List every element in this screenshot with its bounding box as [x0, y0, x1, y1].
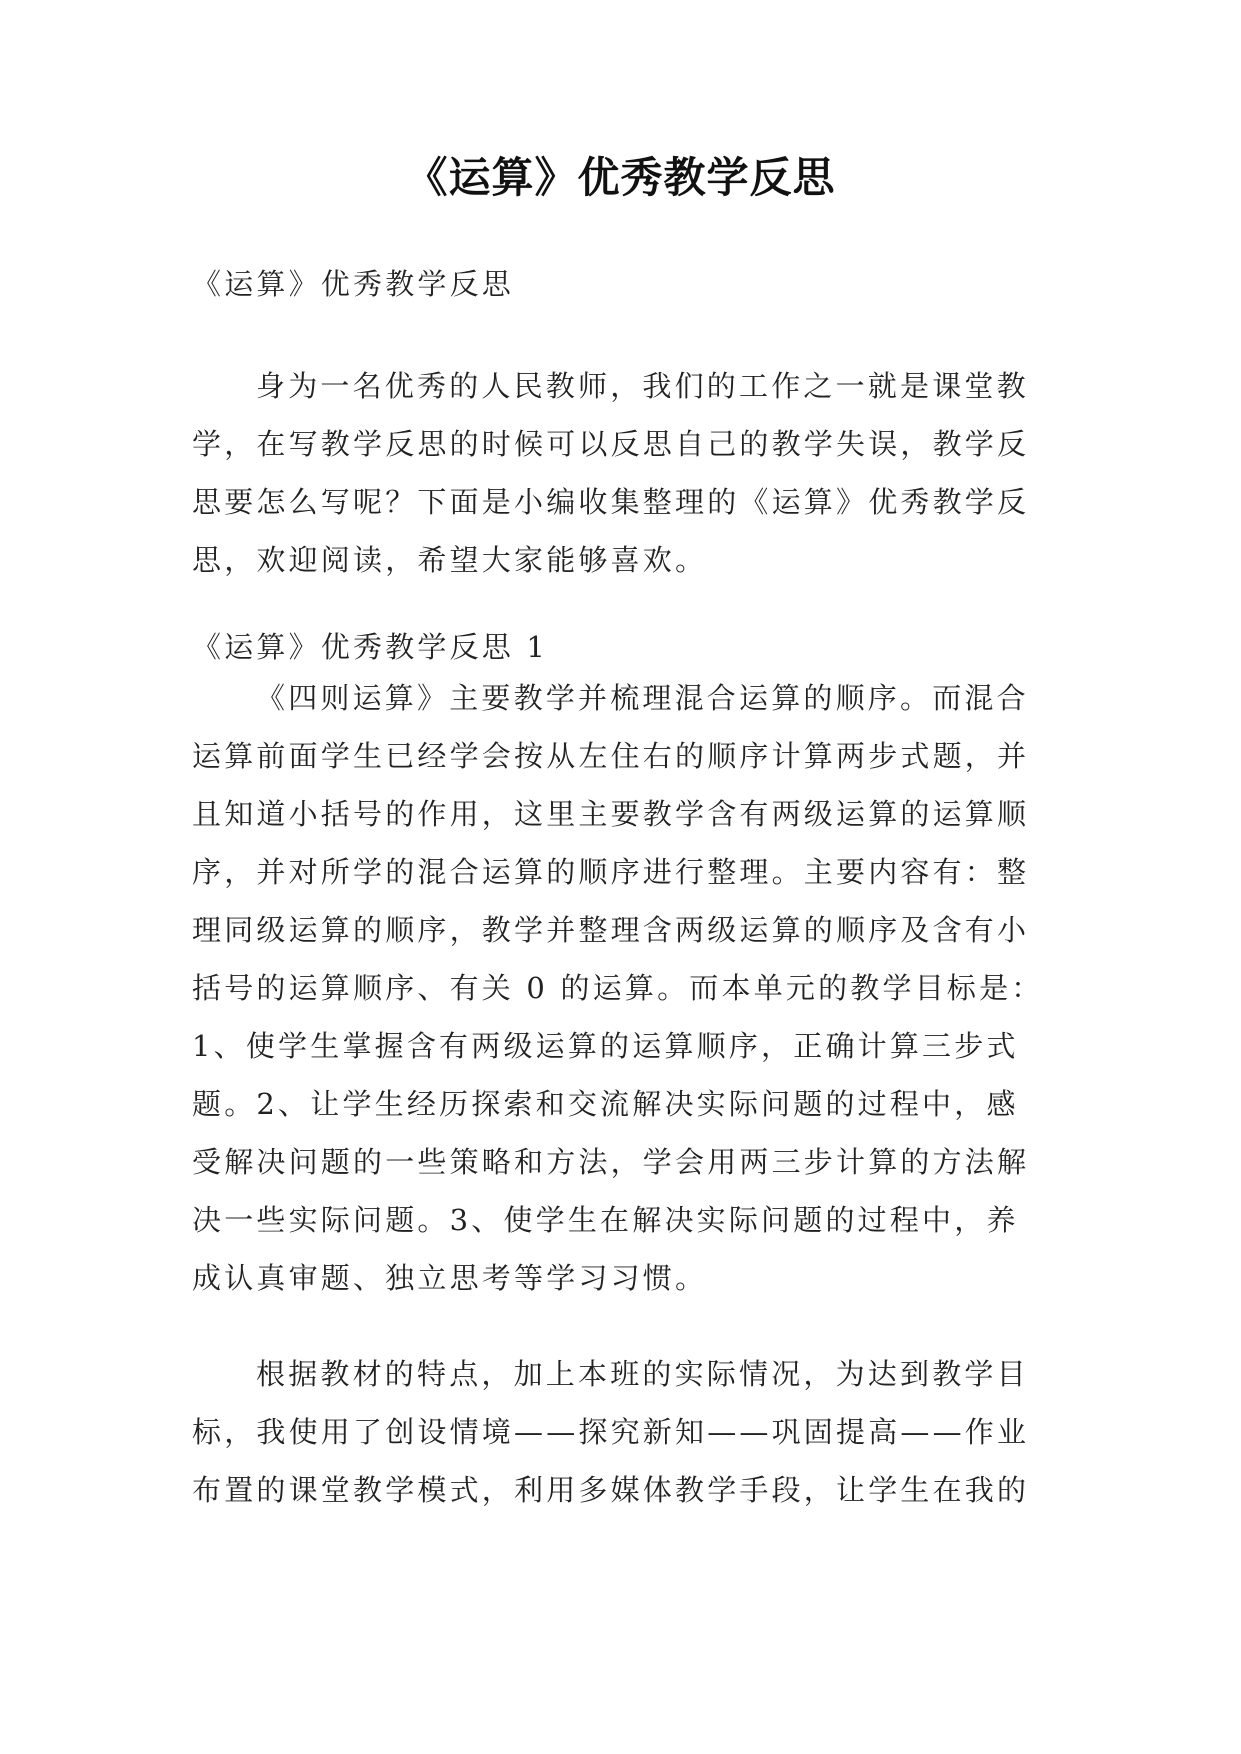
document-subtitle: 《运算》优秀教学反思 [192, 267, 515, 301]
paragraph-line: 决一些实际问题。3、使学生在解决实际问题的过程中，养 [192, 1203, 1019, 1237]
document-title: 《运算》优秀教学反思 [405, 153, 836, 202]
paragraph-line: 成认真审题、独立思考等学习习惯。 [192, 1261, 708, 1295]
paragraph-line: 1、使学生掌握含有两级运算的运算顺序，正确计算三步式 [192, 1029, 1019, 1063]
intro-line: 学，在写教学反思的时候可以反思自己的教学失误，教学反 [192, 427, 1030, 461]
section1-paragraph-1 [192, 669, 1062, 1307]
intro-line: 思，欢迎阅读，希望大家能够喜欢。 [192, 543, 708, 577]
paragraph-line: 括号的运算顺序、有关 0 的运算。而本单元的教学目标是： [192, 971, 1044, 1005]
paragraph-line: 布置的课堂教学模式，利用多媒体教学手段，让学生在我的 [192, 1473, 1030, 1507]
intro-line: 身为一名优秀的人民教师，我们的工作之一就是课堂教 [256, 369, 1029, 403]
paragraph-line: 受解决问题的一些策略和方法，学会用两三步计算的方法解 [192, 1145, 1030, 1179]
section1-paragraph-2 [192, 1345, 1062, 1519]
paragraph-line: 《四则运算》主要教学并梳理混合运算的顺序。而混合 [256, 681, 1029, 715]
paragraph-line: 题。2、让学生经历探索和交流解决实际问题的过程中，感 [192, 1087, 1019, 1121]
paragraph-line: 标，我使用了创设情境——探究新知——巩固提高——作业 [192, 1415, 1030, 1449]
intro-line: 思要怎么写呢？下面是小编收集整理的《运算》优秀教学反 [192, 485, 1030, 519]
paragraph-line: 运算前面学生已经学会按从左住右的顺序计算两步式题，并 [192, 739, 1030, 773]
paragraph-line: 理同级运算的顺序，教学并整理含两级运算的顺序及含有小 [192, 913, 1030, 947]
intro-paragraph [192, 357, 1062, 589]
paragraph-line: 根据教材的特点，加上本班的实际情况，为达到教学目 [256, 1357, 1029, 1391]
section-heading: 《运算》优秀教学反思 1 [192, 630, 549, 664]
paragraph-line: 序，并对所学的混合运算的顺序进行整理。主要内容有：整 [192, 855, 1030, 889]
paragraph-line: 且知道小括号的作用，这里主要教学含有两级运算的运算顺 [192, 797, 1030, 831]
